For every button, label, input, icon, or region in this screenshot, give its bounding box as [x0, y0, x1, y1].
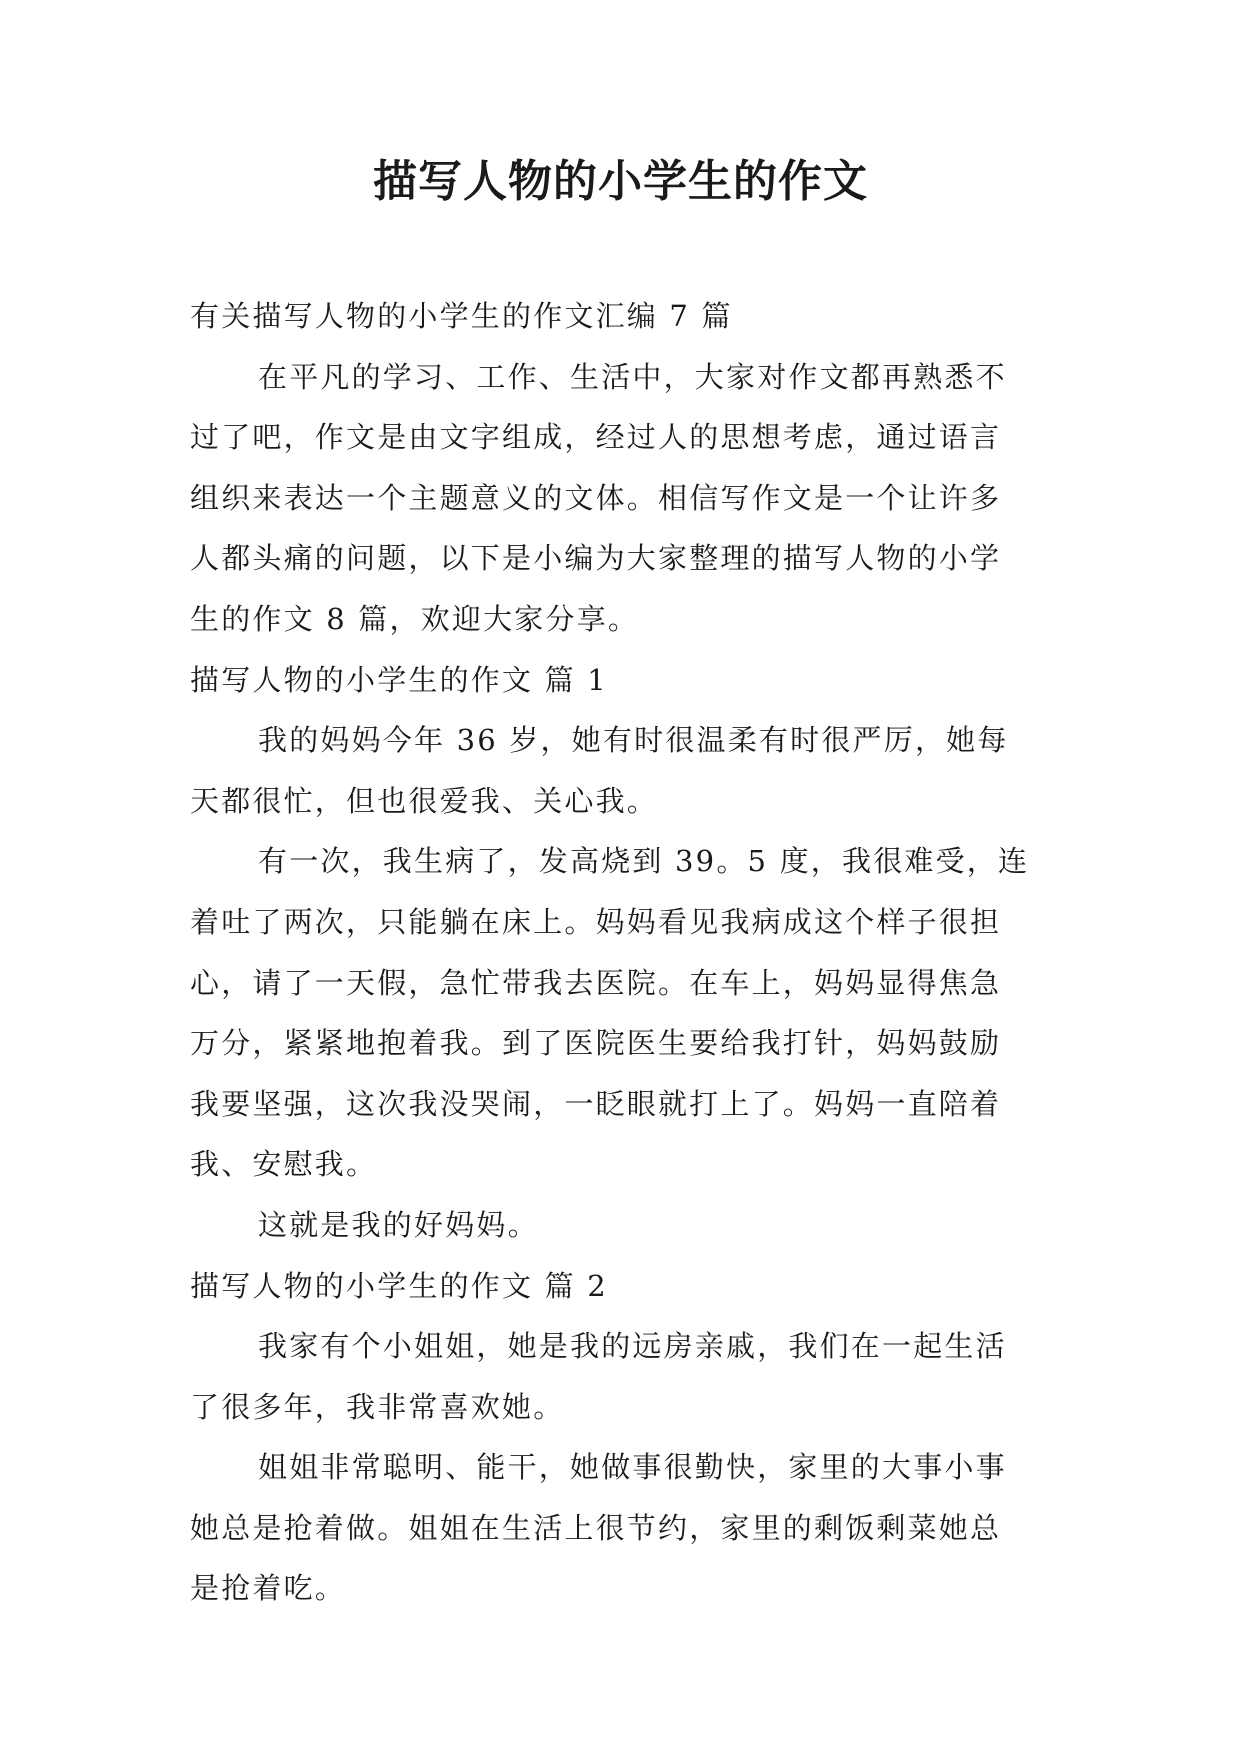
- paragraph-line: 了很多年，我非常喜欢她。: [190, 1389, 565, 1424]
- paragraph-line: 生的作文 8 篇，欢迎大家分享。: [190, 601, 640, 636]
- paragraph-line: 心，请了一天假，急忙带我去医院。在车上，妈妈显得焦急: [190, 965, 1002, 1000]
- paragraph-line: 我、安慰我。: [190, 1147, 378, 1182]
- section-heading: 描写人物的小学生的作文 篇 2: [190, 1268, 608, 1303]
- document-body: [190, 286, 1050, 1619]
- document-title: 描写人物的小学生的作文: [373, 156, 868, 207]
- paragraph-line: 我家有个小姐姐，她是我的远房亲戚，我们在一起生活: [258, 1329, 1007, 1364]
- paragraph-line: 是抢着吃。: [190, 1571, 347, 1606]
- paragraph-line: 这就是我的好妈妈。: [258, 1207, 539, 1242]
- paragraph-line: 万分，紧紧地抱着我。到了医院医生要给我打针，妈妈鼓励: [190, 1026, 1002, 1061]
- paragraph-line: 我要坚强，这次我没哭闹，一眨眼就打上了。妈妈一直陪着: [190, 1086, 1002, 1121]
- paragraph-line: 她总是抢着做。姐姐在生活上很节约，家里的剩饭剩菜她总: [190, 1510, 1002, 1545]
- paragraph-line: 我的妈妈今年 36 岁，她有时很温柔有时很严厉，她每: [258, 723, 1009, 758]
- paragraph-line: 天都很忙，但也很爱我、关心我。: [190, 783, 659, 818]
- section-heading: 描写人物的小学生的作文 篇 1: [190, 662, 608, 697]
- paragraph-line: 人都头痛的问题，以下是小编为大家整理的描写人物的小学: [190, 541, 1002, 576]
- paragraph-line: 在平凡的学习、工作、生活中，大家对作文都再熟悉不: [258, 359, 1007, 394]
- paragraph-line: 有一次，我生病了，发高烧到 39。5 度，我很难受，连: [258, 844, 1030, 879]
- paragraph-line: 过了吧，作文是由文字组成，经过人的思想考虑，通过语言: [190, 420, 1002, 455]
- paragraph-line: 着吐了两次，只能躺在床上。妈妈看见我病成这个样子很担: [190, 904, 1002, 939]
- paragraph-line: 组织来表达一个主题意义的文体。相信写作文是一个让许多: [190, 480, 1002, 515]
- paragraph-line: 姐姐非常聪明、能干，她做事很勤快，家里的大事小事: [258, 1450, 1007, 1485]
- document-subtitle: 有关描写人物的小学生的作文汇编 7 篇: [190, 299, 733, 333]
